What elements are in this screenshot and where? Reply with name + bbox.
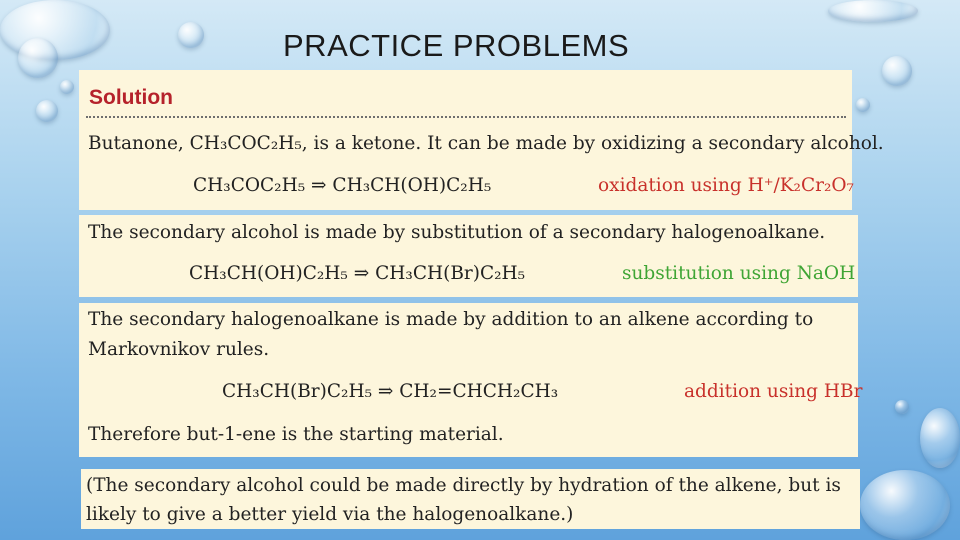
addition-note: addition using HBr [684, 381, 863, 402]
solution-heading: Solution [89, 86, 173, 109]
equation-addition: CH₃CH(Br)C₂H₅ ⇒ CH₂=CHCH₂CH₃ [222, 381, 559, 402]
divider [86, 116, 846, 118]
addition-line: Markovnikov rules. [88, 339, 270, 360]
conclusion-line: Therefore but-1-ene is the starting material. [88, 424, 504, 445]
droplet-decoration [36, 100, 58, 122]
oxidation-note: oxidation using H⁺/K₂Cr₂O₇ [598, 175, 854, 196]
slide-title: PRACTICE PROBLEMS [283, 28, 630, 63]
addition-line: The secondary halogenoalkane is made by addition to an alkene according to [88, 309, 814, 330]
droplet-decoration [60, 80, 74, 94]
droplet-decoration [895, 400, 909, 414]
substitution-note: substitution using NaOH [622, 263, 856, 284]
droplet-decoration [18, 38, 58, 78]
equation-oxidation: CH₃COC₂H₅ ⇒ CH₃CH(OH)C₂H₅ [193, 175, 492, 196]
substitution-line: The secondary alcohol is made by substitution of a secondary halogenoalkane. [88, 222, 826, 243]
note-line: likely to give a better yield via the halogenoalkane.) [86, 504, 574, 525]
droplet-decoration [860, 470, 950, 540]
note-line: (The secondary alcohol could be made directly by hydration of the alkene, but is [86, 475, 841, 496]
droplet-decoration [178, 22, 204, 48]
droplet-decoration [920, 408, 960, 468]
droplet-decoration [882, 56, 912, 86]
equation-substitution: CH₃CH(OH)C₂H₅ ⇒ CH₃CH(Br)C₂H₅ [189, 263, 526, 284]
droplet-decoration [856, 98, 870, 112]
solution-line: Butanone, CH₃COC₂H₅, is a ketone. It can be made by oxidizing a secondary alcohol. [88, 133, 884, 154]
droplet-decoration [828, 0, 918, 22]
